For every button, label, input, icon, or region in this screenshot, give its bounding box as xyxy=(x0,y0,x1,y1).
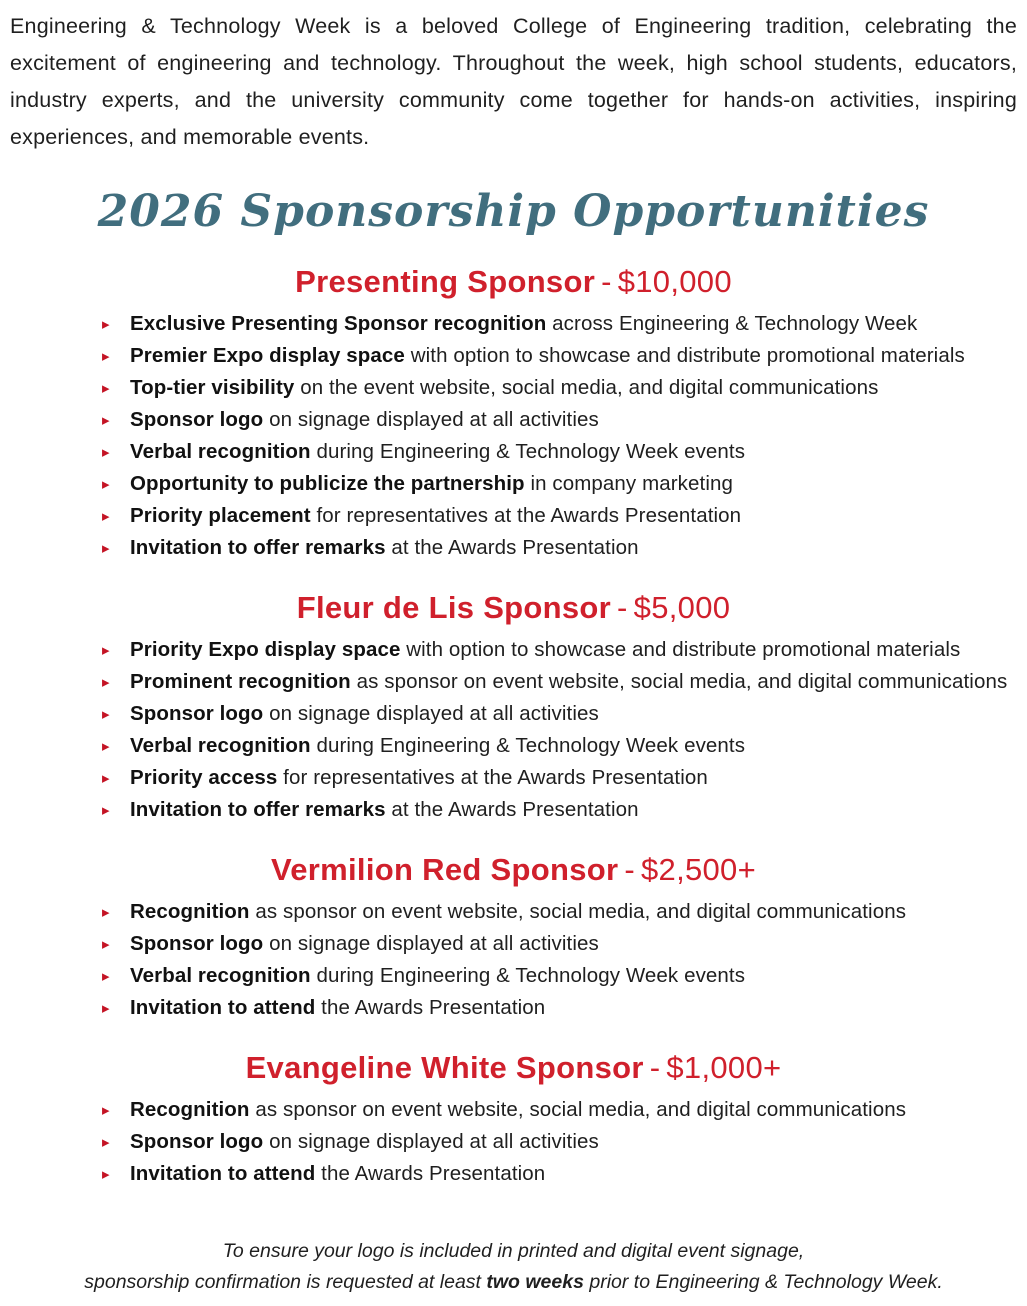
tier-heading-vermilion-red xyxy=(10,852,1017,888)
benefits-list xyxy=(10,896,1017,1024)
benefit-bold-text: Invitation to attend xyxy=(130,1162,316,1185)
benefit-bold-text: Verbal recognition xyxy=(130,440,311,463)
benefit-text: during Engineering & Technology Week events xyxy=(310,440,746,463)
benefit-text: the Awards Presentation xyxy=(315,1162,546,1185)
benefit-text: on the event website, social media, and digital communications xyxy=(294,376,879,399)
benefit-bold-text: Sponsor logo xyxy=(130,932,264,955)
benefit-bold-text: Exclusive Presenting Sponsor recognition xyxy=(130,312,547,335)
list-item xyxy=(100,928,1017,960)
benefit-bold-text: Verbal recognition xyxy=(130,734,311,757)
list-item xyxy=(100,1158,1017,1190)
benefit-bold-text: Sponsor logo xyxy=(130,1130,264,1153)
triangle-bullet-icon: ▸ xyxy=(102,444,110,461)
list-item xyxy=(100,372,1017,404)
list-item xyxy=(100,960,1017,992)
tier-price: $5,000 xyxy=(633,590,731,625)
tier-heading-fleur-de-lis xyxy=(10,590,1017,626)
tier-price: $10,000 xyxy=(617,264,732,299)
benefit-text: for representatives at the Awards Presentation xyxy=(277,766,708,789)
benefit-text: on signage displayed at all activities xyxy=(263,408,599,431)
benefit-bold-text: Priority access xyxy=(130,766,278,789)
triangle-bullet-icon: ▸ xyxy=(102,706,110,723)
benefit-text: with option to showcase and distribute promotional materials xyxy=(404,344,965,367)
benefit-bold-text: Top-tier visibility xyxy=(130,376,295,399)
heading-separator: - xyxy=(601,264,612,299)
footer-note xyxy=(10,1236,1017,1298)
footer-line-2-bold: two weeks xyxy=(486,1271,584,1293)
benefit-bold-text: Priority placement xyxy=(130,504,311,527)
benefit-text: as sponsor on event website, social media, and digital communications xyxy=(249,900,907,923)
triangle-bullet-icon: ▸ xyxy=(102,348,110,365)
benefit-bold-text: Verbal recognition xyxy=(130,964,311,987)
benefit-text: as sponsor on event website, social media, and digital communications xyxy=(350,670,1008,693)
triangle-bullet-icon: ▸ xyxy=(102,508,110,525)
tier-name: Vermilion Red Sponsor xyxy=(270,852,619,887)
list-item xyxy=(100,1094,1017,1126)
list-item xyxy=(100,896,1017,928)
benefit-text: with option to showcase and distribute promotional materials xyxy=(400,638,961,661)
list-item xyxy=(100,794,1017,826)
triangle-bullet-icon: ▸ xyxy=(102,674,110,691)
triangle-bullet-icon: ▸ xyxy=(102,770,110,787)
benefit-bold-text: Sponsor logo xyxy=(130,702,264,725)
benefits-list xyxy=(10,308,1017,564)
triangle-bullet-icon: ▸ xyxy=(102,904,110,921)
benefit-bold-text: Recognition xyxy=(130,900,250,923)
tier-price: $2,500+ xyxy=(640,852,757,887)
triangle-bullet-icon: ▸ xyxy=(102,802,110,819)
triangle-bullet-icon: ▸ xyxy=(102,642,110,659)
footer-line-2-suffix: prior to Engineering & Technology Week. xyxy=(583,1271,943,1293)
heading-separator: - xyxy=(617,590,628,625)
triangle-bullet-icon: ▸ xyxy=(102,1134,110,1151)
list-item xyxy=(100,468,1017,500)
benefit-bold-text: Invitation to offer remarks xyxy=(130,798,386,821)
list-item xyxy=(100,762,1017,794)
page-title: 2026 Sponsorship Opportunities xyxy=(97,186,930,237)
benefit-text: for representatives at the Awards Presentation xyxy=(310,504,742,527)
triangle-bullet-icon: ▸ xyxy=(102,936,110,953)
footer-line-1: To ensure your logo is included in printed and digital event signage, xyxy=(222,1240,805,1262)
benefit-bold-text: Premier Expo display space xyxy=(130,344,405,367)
sponsor-section-evangeline-white xyxy=(10,1050,1017,1190)
benefit-text: as sponsor on event website, social media, and digital communications xyxy=(249,1098,907,1121)
sponsor-section-vermilion-red xyxy=(10,852,1017,1024)
list-item xyxy=(100,308,1017,340)
triangle-bullet-icon: ▸ xyxy=(102,316,110,333)
list-item xyxy=(100,634,1017,666)
intro-paragraph: Engineering & Technology Week is a beloved College of Engineering tradition, celebrating the excitement of engineering and technology. Throughout the week, high school students, educators, industry experts, and the university community come together for hands-on activities, inspiring experiences, and memorable events. xyxy=(10,14,1017,149)
benefit-bold-text: Recognition xyxy=(130,1098,250,1121)
triangle-bullet-icon: ▸ xyxy=(102,1102,110,1119)
benefit-bold-text: Priority Expo display space xyxy=(130,638,401,661)
list-item xyxy=(100,436,1017,468)
list-item xyxy=(100,1126,1017,1158)
benefit-text: during Engineering & Technology Week events xyxy=(310,964,746,987)
list-item xyxy=(100,404,1017,436)
sponsor-section-presenting xyxy=(10,264,1017,564)
triangle-bullet-icon: ▸ xyxy=(102,1166,110,1183)
benefit-bold-text: Prominent recognition xyxy=(130,670,351,693)
tier-heading-presenting xyxy=(10,264,1017,300)
benefit-text: at the Awards Presentation xyxy=(385,798,639,821)
triangle-bullet-icon: ▸ xyxy=(102,540,110,557)
triangle-bullet-icon: ▸ xyxy=(102,1000,110,1017)
tier-heading-evangeline-white xyxy=(10,1050,1017,1086)
triangle-bullet-icon: ▸ xyxy=(102,412,110,429)
tier-name: Evangeline White Sponsor xyxy=(245,1050,644,1085)
list-item xyxy=(100,340,1017,372)
benefit-text: on signage displayed at all activities xyxy=(263,932,599,955)
footer-line-2 xyxy=(10,1267,1017,1298)
tier-name: Presenting Sponsor xyxy=(295,264,596,299)
list-item xyxy=(100,992,1017,1024)
benefit-text: the Awards Presentation xyxy=(315,996,546,1019)
tier-price: $1,000+ xyxy=(666,1050,782,1085)
benefit-text: on signage displayed at all activities xyxy=(263,702,599,725)
sponsor-section-fleur-de-lis xyxy=(10,590,1017,826)
footer-line-2-prefix: sponsorship confirmation is requested at least xyxy=(84,1271,487,1293)
benefit-bold-text: Sponsor logo xyxy=(130,408,264,431)
benefit-text: during Engineering & Technology Week events xyxy=(310,734,746,757)
benefit-text: at the Awards Presentation xyxy=(385,536,639,559)
benefits-list xyxy=(10,634,1017,826)
benefit-bold-text: Invitation to offer remarks xyxy=(130,536,386,559)
heading-separator: - xyxy=(649,1050,661,1085)
triangle-bullet-icon: ▸ xyxy=(102,380,110,397)
triangle-bullet-icon: ▸ xyxy=(102,738,110,755)
benefit-bold-text: Invitation to attend xyxy=(130,996,316,1019)
list-item xyxy=(100,532,1017,564)
list-item xyxy=(100,730,1017,762)
list-item xyxy=(100,500,1017,532)
heading-separator: - xyxy=(624,852,635,887)
benefit-text: in company marketing xyxy=(524,472,733,495)
triangle-bullet-icon: ▸ xyxy=(102,476,110,493)
tier-name: Fleur de Lis Sponsor xyxy=(296,590,612,625)
benefit-text: across Engineering & Technology Week xyxy=(546,312,918,335)
list-item xyxy=(100,666,1017,698)
benefit-text: on signage displayed at all activities xyxy=(263,1130,599,1153)
list-item xyxy=(100,698,1017,730)
triangle-bullet-icon: ▸ xyxy=(102,968,110,985)
benefits-list xyxy=(10,1094,1017,1190)
benefit-bold-text: Opportunity to publicize the partnership xyxy=(130,472,525,495)
